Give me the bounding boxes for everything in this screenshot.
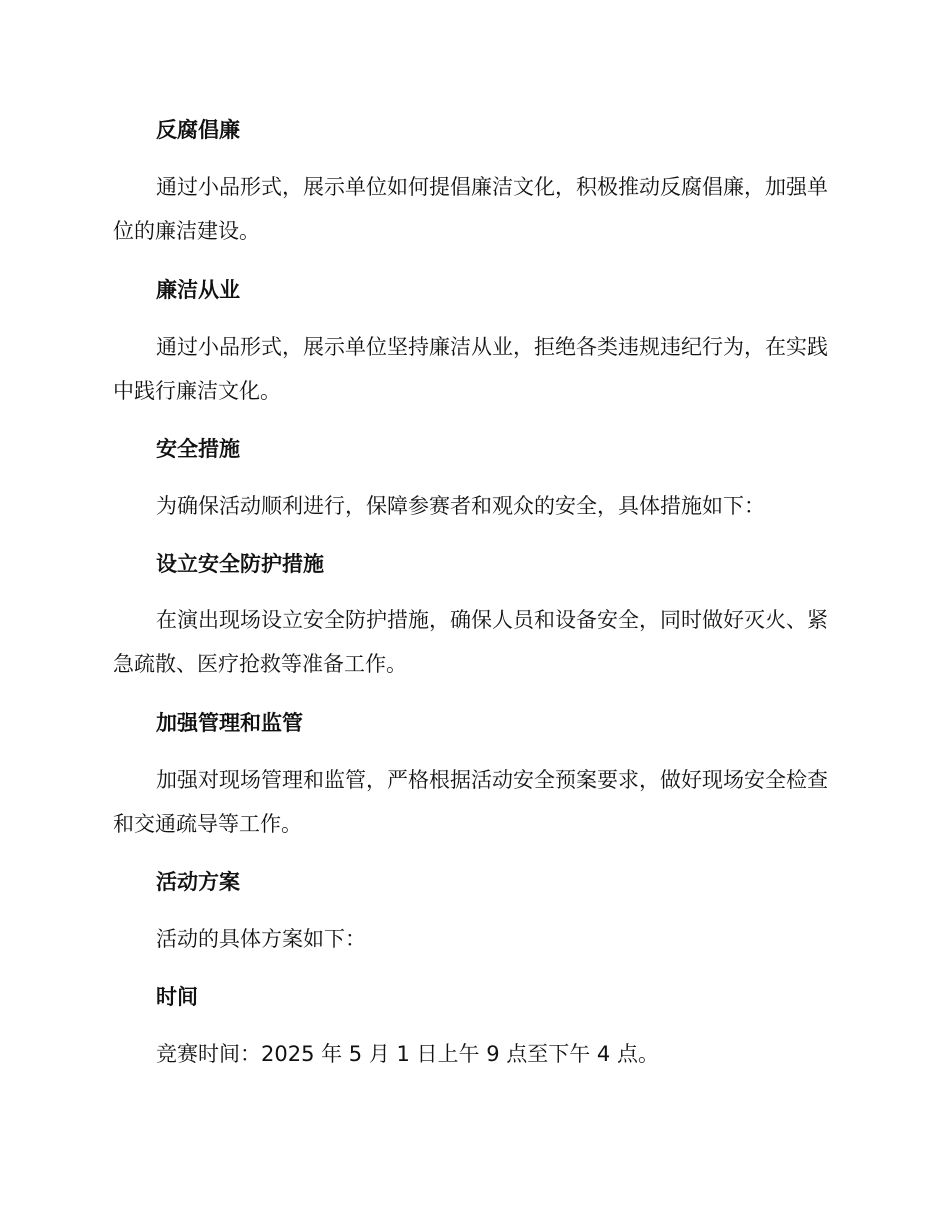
section-paragraph-anti-corruption: 通过小品形式，展示单位如何提倡廉洁文化，积极推动反腐倡廉，加强单位的廉洁建设。: [113, 175, 828, 243]
section-paragraph-activity-plan: 活动的具体方案如下：: [156, 927, 366, 951]
section-paragraph-clean-practice: 通过小品形式，展示单位坚持廉洁从业，拒绝各类违规违纪行为，在实践中践行廉洁文化。: [113, 335, 828, 403]
section-heading-safety-protection: 设立安全防护措施: [156, 552, 324, 576]
section-paragraph-safety-measures: 为确保活动顺利进行，保障参赛者和观众的安全，具体措施如下：: [156, 494, 765, 518]
section-heading-time: 时间: [156, 985, 198, 1009]
section-heading-clean-practice: 廉洁从业: [156, 278, 240, 302]
section-heading-safety-measures: 安全措施: [156, 437, 240, 461]
section-paragraph-safety-protection: 在演出现场设立安全防护措施，确保人员和设备安全，同时做好灭火、紧急疏散、医疗抢救等准备工作。: [113, 608, 828, 676]
section-heading-management-supervision: 加强管理和监管: [156, 711, 303, 735]
section-paragraph-management-supervision: 加强对现场管理和监管，严格根据活动安全预案要求，做好现场安全检查和交通疏导等工作。: [113, 768, 828, 836]
section-paragraph-time: 竞赛时间：2025 年 5 月 1 日上午 9 点至下午 4 点。: [156, 1042, 659, 1066]
section-heading-anti-corruption: 反腐倡廉: [156, 118, 240, 142]
section-heading-activity-plan: 活动方案: [156, 870, 240, 894]
